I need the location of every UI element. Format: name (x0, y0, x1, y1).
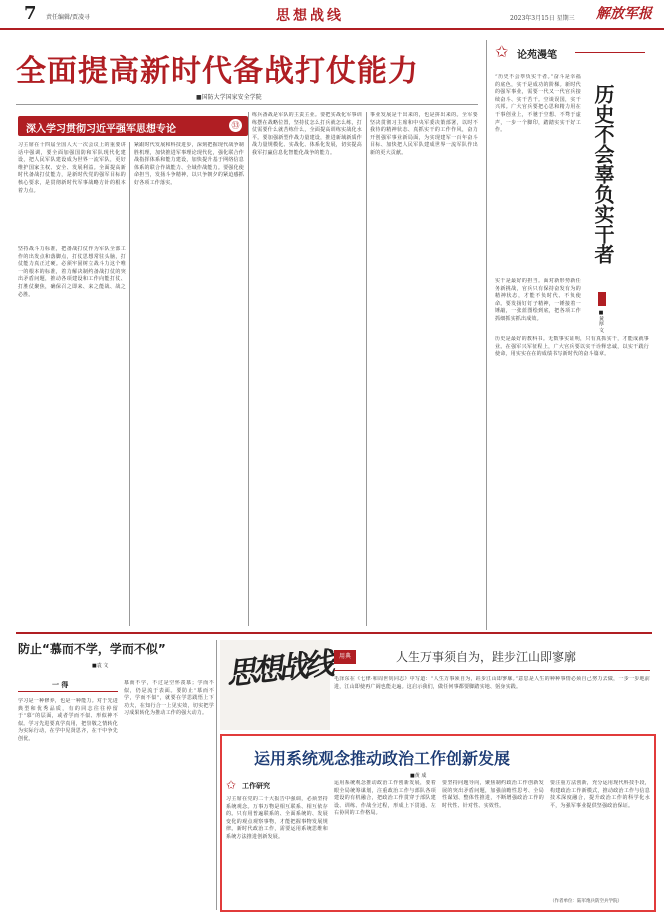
series-banner-label: 深入学习贯彻习近平强军思想专论 (26, 124, 176, 135)
editor-label: 责任编辑/贾凌寻 (46, 14, 91, 21)
feature-text-3: 要坚持问题导向，聚焦制约政治工作创新发展的突出矛盾问题，加强前瞻性思考、全局性谋划、整体性推进，不断增强政治工作的时代性、针对性、实效性。 (442, 780, 544, 809)
calligraphy-brush-text: 思想战线 (224, 646, 332, 693)
star-icon: ✩ (495, 42, 509, 61)
feature-signature: （作者单位：陆军炮兵防空兵学院） (550, 899, 622, 904)
feature-text-1: 习主席在党的二十大报告中强调，必须坚持系统观念。万事万物是相互联系、相互依存的。只有用普遍联系的、全面系统的、发展变化的观点观察事物，才能把握事物发展规律。新时代政治工作，需要运用系统思维和系统方法推进创新发展。 (226, 796, 328, 840)
section-divider (16, 632, 652, 634)
essay-title: 历史不会辜负实干者 (591, 84, 615, 264)
small-article-byline: ■袁 文 (92, 663, 109, 669)
column-rule (129, 142, 130, 626)
small-article-text-2: 慕而不学，不过是空怀羡慕；学而不似，仍是流于表面。要防止“慕而不学，学而不似”，就要在学思践悟上下功夫，在知行合一上见实效，切实把学习成果转化为推动工作的强大动力。 (124, 680, 214, 717)
quote-text: 毛泽东在《七律·和周世钊同志》中写道：“人生万事须自为，跬步江山即寥廓。”意思是人生的种种事情必须自己努力去做，一步一步地前进，江山即使再广阔也能走遍。这启示我们，做任何事都要脚踏实地、躬身实践。 (334, 676, 650, 690)
feature-article-title: 运用系统观念推动政治工作创新发展 (254, 749, 511, 768)
small-article-title: 防止“慕而不学，学而不似” (18, 642, 166, 656)
essay-tag: 论苑漫笔 (517, 50, 557, 61)
feature-text-2: 运用系统观念推动政治工作创新发展，要着眼全局统筹谋划，注重政治工作与部队各项建设的有机融合，把政治工作贯穿于部队建设、训练、作战全过程，形成上下贯通、左右协同的工作格局。 (334, 780, 436, 817)
feature-text-4: 要注重方法创新，充分运用现代科技手段，构建政治工作新模式，推动政治工作与信息技术深度融合，提升政治工作的科学化水平，为强军事业提供坚强政治保证。 (550, 780, 650, 809)
column-rule (248, 112, 249, 626)
column-rule (366, 112, 367, 626)
divider (334, 670, 650, 671)
main-article-title: 全面提高新时代备战打仗能力 (16, 54, 419, 89)
series-banner (18, 116, 248, 136)
essay-byline: ■黄厚 文 (598, 310, 604, 333)
main-col1-text: 习主席在十四届全国人大一次会议上的重要讲话中强调，要全面加强国防和军队现代化建设，把人民军队建设成为世界一流军队，更好维护国家主权、安全、发展利益。全面提高新时代备战打仗能力，是新时代党的强军目标的核心要求，是贯彻新时代军事战略方针的根本着力点。 (18, 142, 126, 194)
divider (575, 52, 645, 53)
essay-title-mark (598, 292, 606, 306)
section-title: 思想战线 (276, 8, 344, 24)
essay-text-1: “历史不会辜负实干者。”奋斗是幸福的底色，实干是成功的阶梯。新时代的强军事业，需要一代又一代官兵接续奋斗、实干苦干。空谈误国，实干兴邦。广大官兵要把心思和精力用在干事创业上，不驰于空想、不骛于虚声，一步一个脚印，踏踏实实干好工作。 (495, 74, 581, 134)
feature-tag: 工作研究 (242, 781, 270, 790)
feature-tag-box (226, 780, 306, 792)
main-col2-text: 紧跟时代发展和科技进步，深刻把握现代战争制胜机理，加快推进军事理论现代化，强化联合作战指挥体系和能力建设，加快提升基于网络信息体系的联合作战能力、全域作战能力。要强化使命担当，发扬斗争精神，以只争朝夕的紧迫感抓好各项工作落实。 (134, 142, 244, 186)
issue-date: 2023年3月15日 星期三 (510, 15, 575, 22)
page-number: 7 (24, 3, 37, 24)
quote-label: 用典 (334, 650, 356, 664)
small-article-tag-box (18, 680, 118, 692)
main-col3-text: 练兵备战是军队的主责主业。要把实战化军事训练摆在战略位置，坚持仗怎么打兵就怎么练，打仗需要什么就苦练什么，全面提高训练实战化水平。要加强新型作战力量建设，推进新域新质作战力量规模化、实战化、体系化发展，切实提高我军打赢信息化智能化战争的能力。 (252, 112, 362, 156)
main-col4-text: 事业发展是干出来的，也是拼出来的。全军要坚决贯彻习主席和中央军委决策部署，以时不我待的精神状态、真抓实干的工作作风，奋力开创强军事业新局面，为实现建军一百年奋斗目标、加快把人民军队建成世界一流军队作出新的更大贡献。 (370, 112, 478, 156)
main-article-byline: ■国防大学国家安全学院 (196, 94, 262, 101)
feature-article-byline: ■黄 成 (410, 773, 427, 779)
small-article-text-1: 学习是一种修养，也是一种能力。对于先进典型和优秀品质，有的同志往往停留于“慕”的层面，或者学而不似、形似神不似。学习先进要真学真用，把崇敬之情转化为实际行动，在学中见贤思齐，在干中争先创优。 (18, 698, 118, 742)
series-number: ㉝ (229, 119, 242, 132)
calligraphy-image (220, 640, 330, 730)
star-icon: ✩ (226, 778, 237, 792)
main-col1b-text: 坚持战斗力标准，把备战打仗作为军队全部工作的出发点和落脚点，打仗思想常驻头脑，打仗能力真正过硬。必须牢固树立战斗力这个唯一的根本的标准，着力解决制约备战打仗的突出矛盾问题，推动各项建设和工作向能打仗、打胜仗聚焦，确保召之即来、来之能战、战之必胜。 (18, 246, 126, 298)
essay-text-3: 历史是最好的教科书。无数事实证明，只有真抓实干，才能成就事业。在强军兴军征程上，广大官兵要以实干诠释忠诚，以实干践行使命，用实实在在的成绩书写新时代的奋斗篇章。 (495, 336, 649, 358)
essay-tag-box (495, 42, 645, 64)
divider (16, 104, 478, 105)
column-rule (216, 640, 217, 910)
newspaper-logo: 解放军报 (596, 6, 652, 22)
quote-title: 人生万事须自为，跬步江山即寥廓 (396, 650, 577, 664)
essay-text-2: 实干是最好的担当。面对新形势新任务新挑战，官兵只有保持奋发有为的精神状态，才能不负时代、不负使命。要发扬钉钉子精神，一锤接着一锤敲，一张蓝图绘到底，把各项工作抓细抓实抓出成效。 (495, 278, 581, 322)
small-article-tag: 一 得 (52, 680, 69, 689)
